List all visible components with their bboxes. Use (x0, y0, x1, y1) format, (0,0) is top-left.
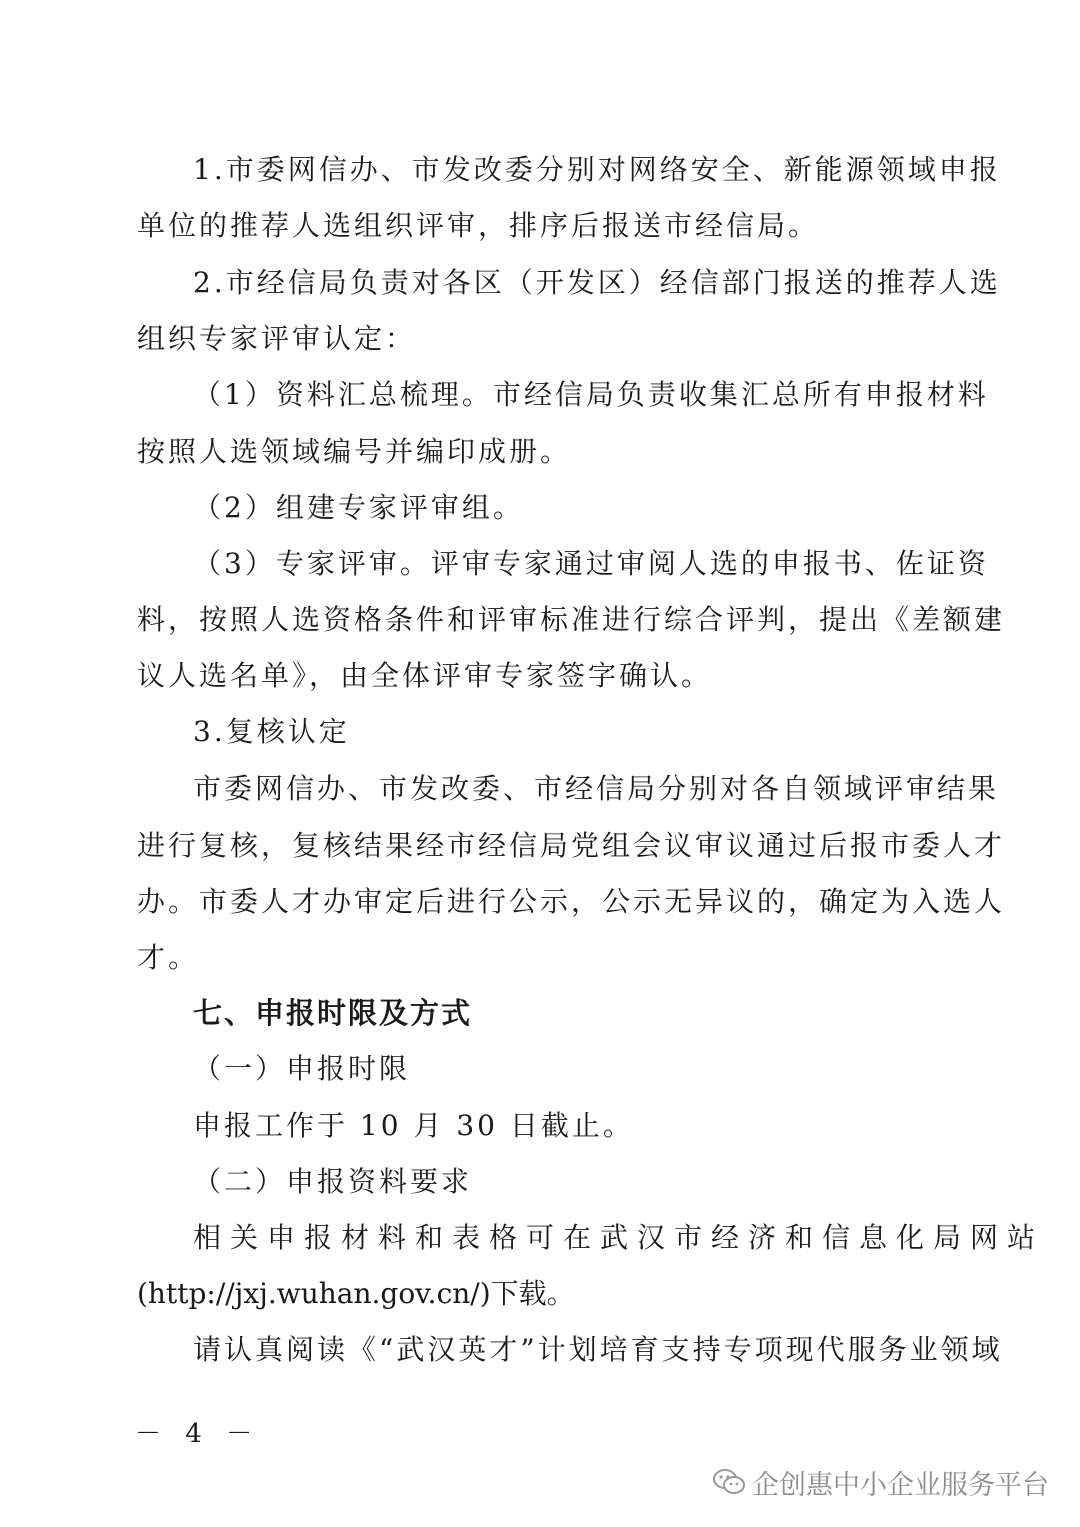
paragraph-line: 议人选名单》，由全体评审专家签字确认。 (137, 659, 713, 692)
paragraph-line: （2）组建专家评审组。 (193, 491, 524, 524)
paragraph-line: 相关申报材料和表格可在武汉市经济和信息化局网站 (193, 1221, 1045, 1254)
paragraph-line: 办。市委人才办审定后进行公示，公示无异议的，确定为入选人 (137, 885, 1006, 918)
paragraph-line: 市委网信办、市发改委、市经信局分别对各自领域评审结果 (193, 772, 1000, 805)
page-number: － 4 － (135, 1419, 261, 1449)
watermark-text: 企创惠中小企业服务平台 (752, 1469, 1049, 1501)
paragraph-line: 才。 (137, 941, 200, 974)
subsection-heading: （二）申报资料要求 (193, 1165, 473, 1198)
paragraph-line: 3.复核认定 (193, 715, 350, 748)
subsection-heading: （一）申报时限 (193, 1052, 411, 1085)
paragraph-line: 请认真阅读《“武汉英才”计划培育支持专项现代服务业领域 (193, 1333, 1003, 1366)
watermark (712, 1462, 1049, 1502)
paragraph-line: 单位的推荐人选组织评审，排序后报送市经信局。 (137, 209, 820, 242)
wechat-icon (712, 1467, 746, 1497)
section-heading: 七、申报时限及方式 (193, 996, 473, 1030)
paragraph-line: 申报工作于 10 月 30 日截止。 (193, 1109, 634, 1142)
paragraph-line: （3）专家评审。评审专家通过审阅人选的申报书、佐证资 (193, 547, 989, 580)
paragraph-line: (http://jxj.wuhan.gov.cn/)下载。 (137, 1277, 575, 1310)
paragraph-line: 2.市经信局负责对各区（开发区）经信部门报送的推荐人选 (193, 266, 1001, 299)
paragraph-line: （1）资料汇总梳理。市经信局负责收集汇总所有申报材料 (193, 378, 989, 411)
paragraph-line: 料，按照人选资格条件和评审标准进行综合评判，提出《差额建 (137, 603, 1006, 636)
paragraph-line: 组织专家评审认定： (137, 322, 417, 355)
paragraph-line: 1.市委网信办、市发改委分别对网络安全、新能源领域申报 (193, 153, 1001, 186)
paragraph-line: 按照人选领域编号并编印成册。 (137, 435, 572, 468)
paragraph-line: 进行复核，复核结果经市经信局党组会议审议通过后报市委人才 (137, 829, 1006, 862)
